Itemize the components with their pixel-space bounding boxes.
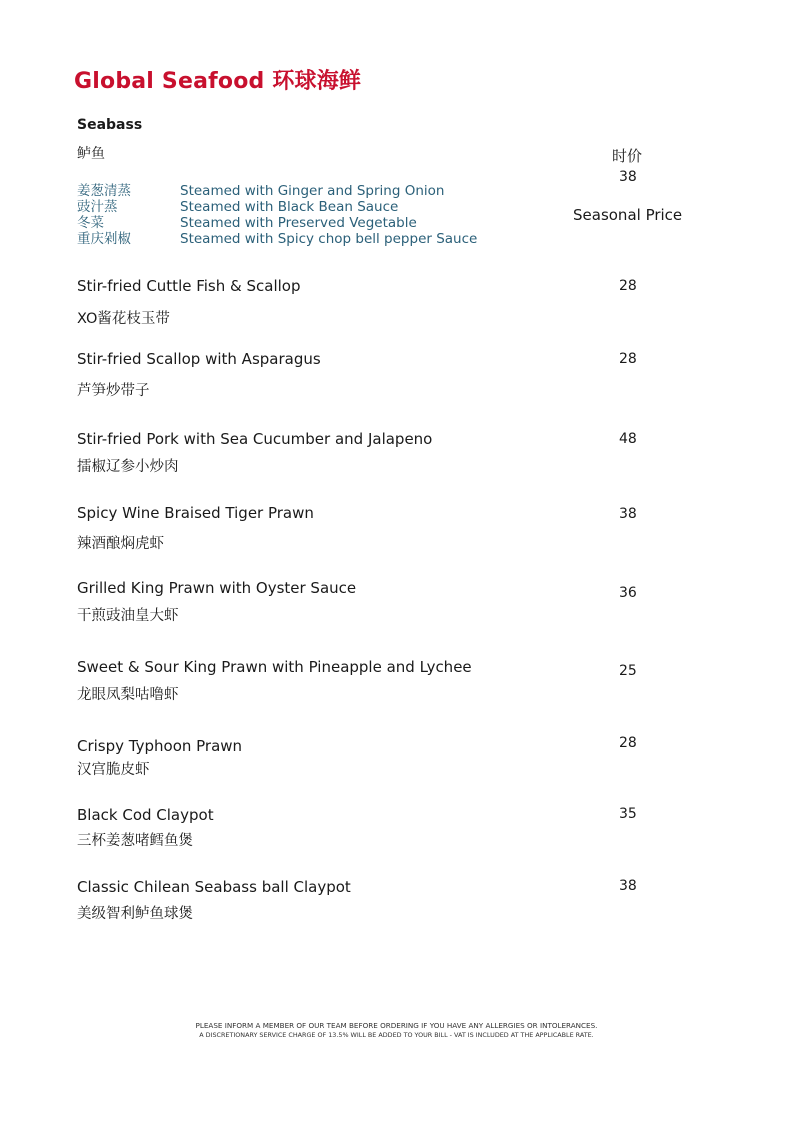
dish-price: 35: [619, 806, 637, 822]
dish-name-zh: 汉宫脆皮虾: [77, 762, 150, 778]
page-title: Global Seafood 环球海鲜: [74, 69, 362, 94]
dish-name-en: Crispy Typhoon Prawn: [77, 737, 243, 755]
style-row: [77, 199, 477, 215]
dish-name-zh: 三杯姜葱啫鳕鱼煲: [77, 833, 193, 849]
seasonal-price-label: Seasonal Price: [573, 206, 683, 224]
dish-price: 28: [619, 735, 637, 751]
dish-name-zh: 芦笋炒带子: [77, 383, 150, 399]
dish-name-en: Stir-fried Cuttle Fish & Scallop: [77, 277, 301, 295]
dish-name-en: Classic Chilean Seabass ball Claypot: [77, 878, 351, 896]
section-title-en: Seabass: [77, 117, 143, 133]
dish-name-en: Stir-fried Pork with Sea Cucumber and Jalapeno: [77, 430, 433, 448]
dish-name-en: Black Cod Claypot: [77, 806, 214, 824]
style-row: [77, 183, 477, 199]
dish-price: 25: [619, 663, 637, 679]
style-zh: 重庆剁椒: [77, 231, 131, 247]
dish-price: 48: [619, 431, 637, 447]
style-en: Steamed with Black Bean Sauce: [180, 199, 399, 215]
dish-name-en: Sweet & Sour King Prawn with Pineapple and Lychee: [77, 658, 472, 676]
dish-name-zh: 擂椒辽参小炒肉: [77, 459, 179, 475]
allergy-notice: PLEASE INFORM A MEMBER OF OUR TEAM BEFORE ORDERING IF YOU HAVE ANY ALLERGIES OR INTOLERANCES.: [195, 1021, 598, 1030]
dish-name-zh: XO酱花枝玉带: [77, 311, 170, 327]
dish-price: 38: [619, 506, 637, 522]
cooking-styles: [77, 183, 477, 247]
dish-name-zh: 美级智利鲈鱼球煲: [77, 906, 193, 922]
section-price: 38: [619, 169, 637, 185]
dish-price: 28: [619, 351, 637, 367]
dish-name-zh: 龙眼凤梨咕噜虾: [77, 687, 179, 703]
price-header: 时价: [612, 147, 643, 165]
style-en: Steamed with Ginger and Spring Onion: [180, 183, 445, 199]
style-zh: 豉汁蒸: [77, 199, 118, 215]
style-row: [77, 231, 477, 247]
service-charge-notice: A DISCRETIONARY SERVICE CHARGE OF 13.5% WILL BE ADDED TO YOUR BILL - VAT IS INCLUDED AT THE APPLICABLE RATE.: [199, 1031, 594, 1039]
dish-name-en: Spicy Wine Braised Tiger Prawn: [77, 504, 314, 522]
dish-name-en: Grilled King Prawn with Oyster Sauce: [77, 579, 357, 597]
dish-name-zh: 辣酒酿焖虎虾: [77, 536, 164, 552]
style-en: Steamed with Spicy chop bell pepper Sauce: [180, 231, 478, 247]
style-row: [77, 215, 477, 231]
style-zh: 姜葱清蒸: [77, 183, 131, 199]
dish-price: 36: [619, 585, 637, 601]
dish-name-zh: 干煎豉油皇大虾: [77, 608, 179, 624]
style-zh: 冬菜: [77, 215, 104, 231]
dish-name-en: Stir-fried Scallop with Asparagus: [77, 350, 321, 368]
section-title-zh: 鲈鱼: [77, 146, 105, 162]
style-en: Steamed with Preserved Vegetable: [180, 215, 417, 231]
dish-price: 28: [619, 278, 637, 294]
dish-price: 38: [619, 878, 637, 894]
